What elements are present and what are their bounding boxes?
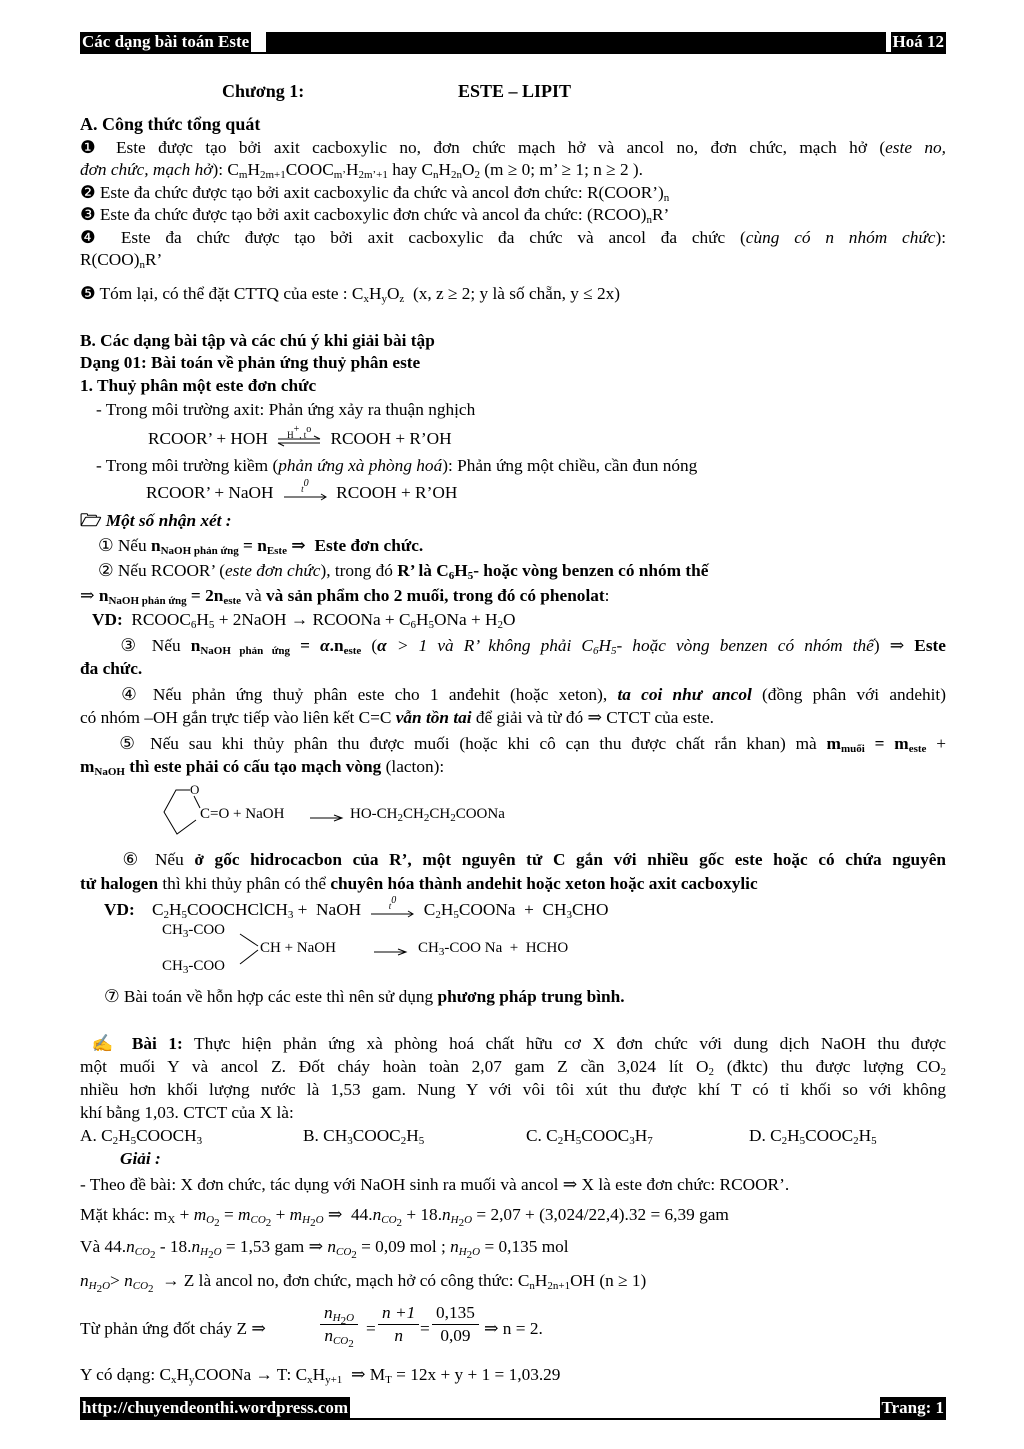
diester-product: $CH_3$-COO Na + HCHO (418, 940, 569, 958)
bullet-1-icon: ❶ (80, 138, 104, 157)
svg-text:O: O (190, 782, 200, 797)
solution-label: Giải : (120, 1149, 161, 1168)
header-bar (266, 32, 886, 52)
equilibrium-arrow-icon: H+, $t^o$ (276, 433, 322, 447)
option-b[interactable]: B. $CH_3COOC_2H_5$ (303, 1126, 425, 1147)
notes-title: 🗁 Một số nhận xét : (80, 511, 232, 530)
note-3: ③ Nếu $n_{NaOH phản ứng} = \alpha.n_{este}$ (α > 1 và R’ không phải $C_6H_5-$ hoặc vòng benzen có nhóm thế) ⇒ Este (120, 636, 946, 657)
note-5: ⑤ Nếu sau khi thủy phân thu được muối (hoặc khi cô cạn thu được chất rắn khan) mà $m_{muối} = m_{este}$ + (119, 734, 946, 755)
section-a-title: A. Công thức tổng quát (80, 114, 261, 134)
lactone-product: $HO-CH_2CH_2CH_2COONa$ (350, 806, 505, 824)
note-1: ① Nếu $n_{NaOH phản ứng} = n_{Este}$ ⇒ Este đơn chức. (98, 536, 424, 557)
bullet-5-icon: ❺ (80, 284, 96, 303)
item-2: ❷ Este đa chức được tạo bởi axit cacboxylic đa chức và ancol đơn chức: $R(COOR’)_n$ (80, 183, 670, 204)
folder-icon: 🗁 (80, 511, 102, 530)
item-1-cont: đơn chức, mạch hở): $C_mH_{2m+1}COOC_{m’}H_{2m’+1}$ hay $C_nH_{2n}O_2$ (m ≥ 0; m’ ≥ 1; n ≥ 2 ). (80, 160, 643, 181)
option-d[interactable]: D. $C_2H_5COOC_2H_5$ (749, 1126, 877, 1147)
example-1: VD: $RCOOC_6H_5$ + 2NaOH → RCOONa + $C_6H_5ONa + H_2O$ (92, 610, 516, 631)
header-subject: Hoá 12 (892, 32, 944, 51)
dang-01-title: Dạng 01: Bài toán về phản ứng thuỷ phân este (80, 353, 421, 372)
reaction-arrow-icon: $t^0$ (282, 487, 328, 501)
example-2: VD: $C_2H_5COOCHClCH_3$ + NaOH $t^0$ $C_2H_5COONa + CH_3CHO$ (104, 895, 609, 921)
option-c[interactable]: C. $C_2H_5COOC_3H_7$ (526, 1126, 653, 1147)
item-1: ❶ Este được tạo bởi axit cacboxylic no, đơn chức mạch hở và ancol no, đơn chức, mạch hở (este no, (80, 138, 946, 157)
base-env-text: - Trong môi trường kiềm (phản ứng xà phòng hoá): Phản ứng một chiều, cần đun nóng (96, 456, 698, 475)
base-equation: RCOOR’ + NaOH $t^0$ RCOOH + R’OH (146, 478, 458, 502)
pencil-icon: ✍ (91, 1034, 121, 1053)
page-header (80, 32, 946, 54)
item-3: ❸ Este đa chức được tạo bởi axit cacboxylic đơn chức và ancol đa chức: $(RCOO)_nR$’ (80, 205, 670, 226)
page-footer (80, 1397, 946, 1420)
solution-step-3: Và $44.n_{CO_2} - 18.n_{H_2O} = 1,53$ gam ⇒ $n_{CO_2} = 0,09$ mol ; $n_{H_2O} = 0,135$ mol (80, 1237, 569, 1261)
bullet-3-icon: ❸ (80, 205, 96, 224)
header-title: Các dạng bài toán Este (82, 32, 250, 51)
bond-lines-icon (238, 930, 262, 970)
note-6-cont: tử halogen thì khi thủy phân có thể chuyên hóa thành andehit hoặc xeton hoặc axit cacboxylic (80, 874, 758, 893)
bullet-4-icon: ❹ (80, 228, 106, 247)
chapter-label: Chương 1: (222, 81, 305, 101)
fraction-ratio: $n_{H_2O}$ $n_{CO_2}$ (320, 1302, 358, 1347)
item-5: ❺ Tóm lại, có thể đặt CTTQ của este : $C_xH_yO_z$ (x, z ≥ 2; y là số chẵn, y ≤ 2x) (80, 284, 621, 305)
reaction-arrow-icon: $t^0$ (369, 904, 415, 918)
solution-step-1: - Theo đề bài: X đơn chức, tác dụng với NaOH sinh ra muối và ancol ⇒ X là este đơn chức: RCOOR’. (80, 1175, 790, 1194)
acid-env-text: - Trong môi trường axit: Phản ứng xảy ra thuận nghịch (96, 400, 476, 419)
exercise-1-line-4: khí bằng 1,03. CTCT của X là: (80, 1103, 294, 1122)
diester-reaction: $CH_3$-COO $CH_3$-COO CH + NaOH $CH_3$-COO Na + HCHO (162, 922, 569, 976)
acid-equation: RCOOR’ + HOH H+, $t^o$ RCOOH + R’OH (148, 424, 452, 448)
note-3-cont: đa chức. (80, 659, 143, 678)
fraction-n: $\frac{n +1}{n}$ (378, 1302, 419, 1347)
section-b-title: B. Các dạng bài tập và các chú ý khi giải bài tập (80, 331, 435, 350)
solution-step-6: Y có dạng: $C_xH_yCOONa \to T$: $C_xH_{y+1}$ ⇒ $M_T = 12x + y + 1 = 1,03.29$ (80, 1365, 561, 1386)
note-4: ④ Nếu phản ứng thuỷ phân este cho 1 anđehit (hoặc xeton), ta coi như ancol (đồng phân với andehit) (121, 685, 946, 704)
page-number: Trang: 1 (881, 1398, 944, 1417)
footer-link[interactable]: http://chuyendeonthi.wordpress.com (82, 1398, 349, 1417)
item-4-cont: $R(COO)_nR$’ (80, 250, 163, 271)
note-2-cont: ⇒ $n_{NaOH phản ứng} = 2n_{este}$ và và sản phẩm cho 2 muối, trong đó có phenolat: (80, 586, 610, 607)
note-7: ⑦ Bài toán về hỗn hợp các este thì nên sử dụng phương pháp trung bình. (104, 987, 625, 1006)
page (80, 32, 946, 54)
note-2: ② Nếu RCOOR’ (este đơn chức), trong đó R’ là $C_6H_5-$ hoặc vòng benzen có nhóm thế (98, 561, 709, 582)
chapter-title: ESTE – LIPIT (458, 81, 572, 101)
reaction-arrow-icon (374, 946, 408, 958)
solution-step-2: Mặt khác: $m_X + m_{O_2} = m_{CO_2} + m_{H_2O}$ ⇒ $44.n_{CO_2} + 18.n_{H_2O} = 2,07 + (3,024/22,4).32 = 6,39$ gam (80, 1205, 729, 1229)
bullet-2-icon: ❷ (80, 183, 96, 202)
exercise-1-line-3: nhiều hơn khối lượng nước là 1,53 gam. Nung Y với vôi tôi xút thu được khí T có tỉ khối so với không (80, 1080, 946, 1099)
note-6: ⑥ Nếu ở gốc hidrocacbon của R’, một nguyên tử C gắn với nhiều gốc este hoặc có chứa nguyên (122, 850, 946, 869)
exercise-1-line-1: ✍ Bài 1: Thực hiện phản ứng xà phòng hoá chất hữu cơ X đơn chức với dung dịch NaOH thu được (91, 1034, 947, 1053)
fraction-values: $\frac{0,135}{0,09}$ (432, 1302, 479, 1347)
option-a[interactable]: A. $C_2H_5COOCH_3$ (80, 1126, 203, 1147)
note-5-cont: $m_{NaOH}$ thì este phải có cấu tạo mạch vòng (lacton): (80, 757, 445, 778)
note-4-cont: có nhóm –OH gắn trực tiếp vào liên kết C=C vẫn tồn tai để giải và từ đó ⇒ CTCT của este. (80, 708, 714, 727)
exercise-1-line-2: một muối Y và ancol Z. Đốt cháy hoàn toàn 2,07 gam Z cần 3,024 lít $O_2$ (đktc) thu được lượng $CO_2$ (80, 1057, 946, 1078)
item-4: ❹ Este đa chức được tạo bởi axit cacboxylic đa chức và ancol đa chức (cùng có n nhóm chức): (80, 228, 946, 247)
solution-step-4: $n_{H_2O}> n_{CO_2} \to Z$ là ancol no, đơn chức, mạch hở có công thức: $C_nH_{2n+1}OH$ (n ≥ 1) (80, 1271, 647, 1295)
reaction-arrow-icon (310, 812, 344, 824)
lactone-reaction: O C=O + NaOH $HO-CH_2CH_2CH_2COONa$ (160, 780, 560, 840)
subsection-1-title: 1. Thuỷ phân một este đơn chức (80, 376, 317, 395)
solution-step-5: Từ phản ứng đốt cháy Z ⇒ $n_{H_2O}$ $n_{CO_2}$ = $\frac{n +1}{n}$ = $\frac{0,135}{0,09}$ ⇒ n = 2. (80, 1303, 543, 1350)
